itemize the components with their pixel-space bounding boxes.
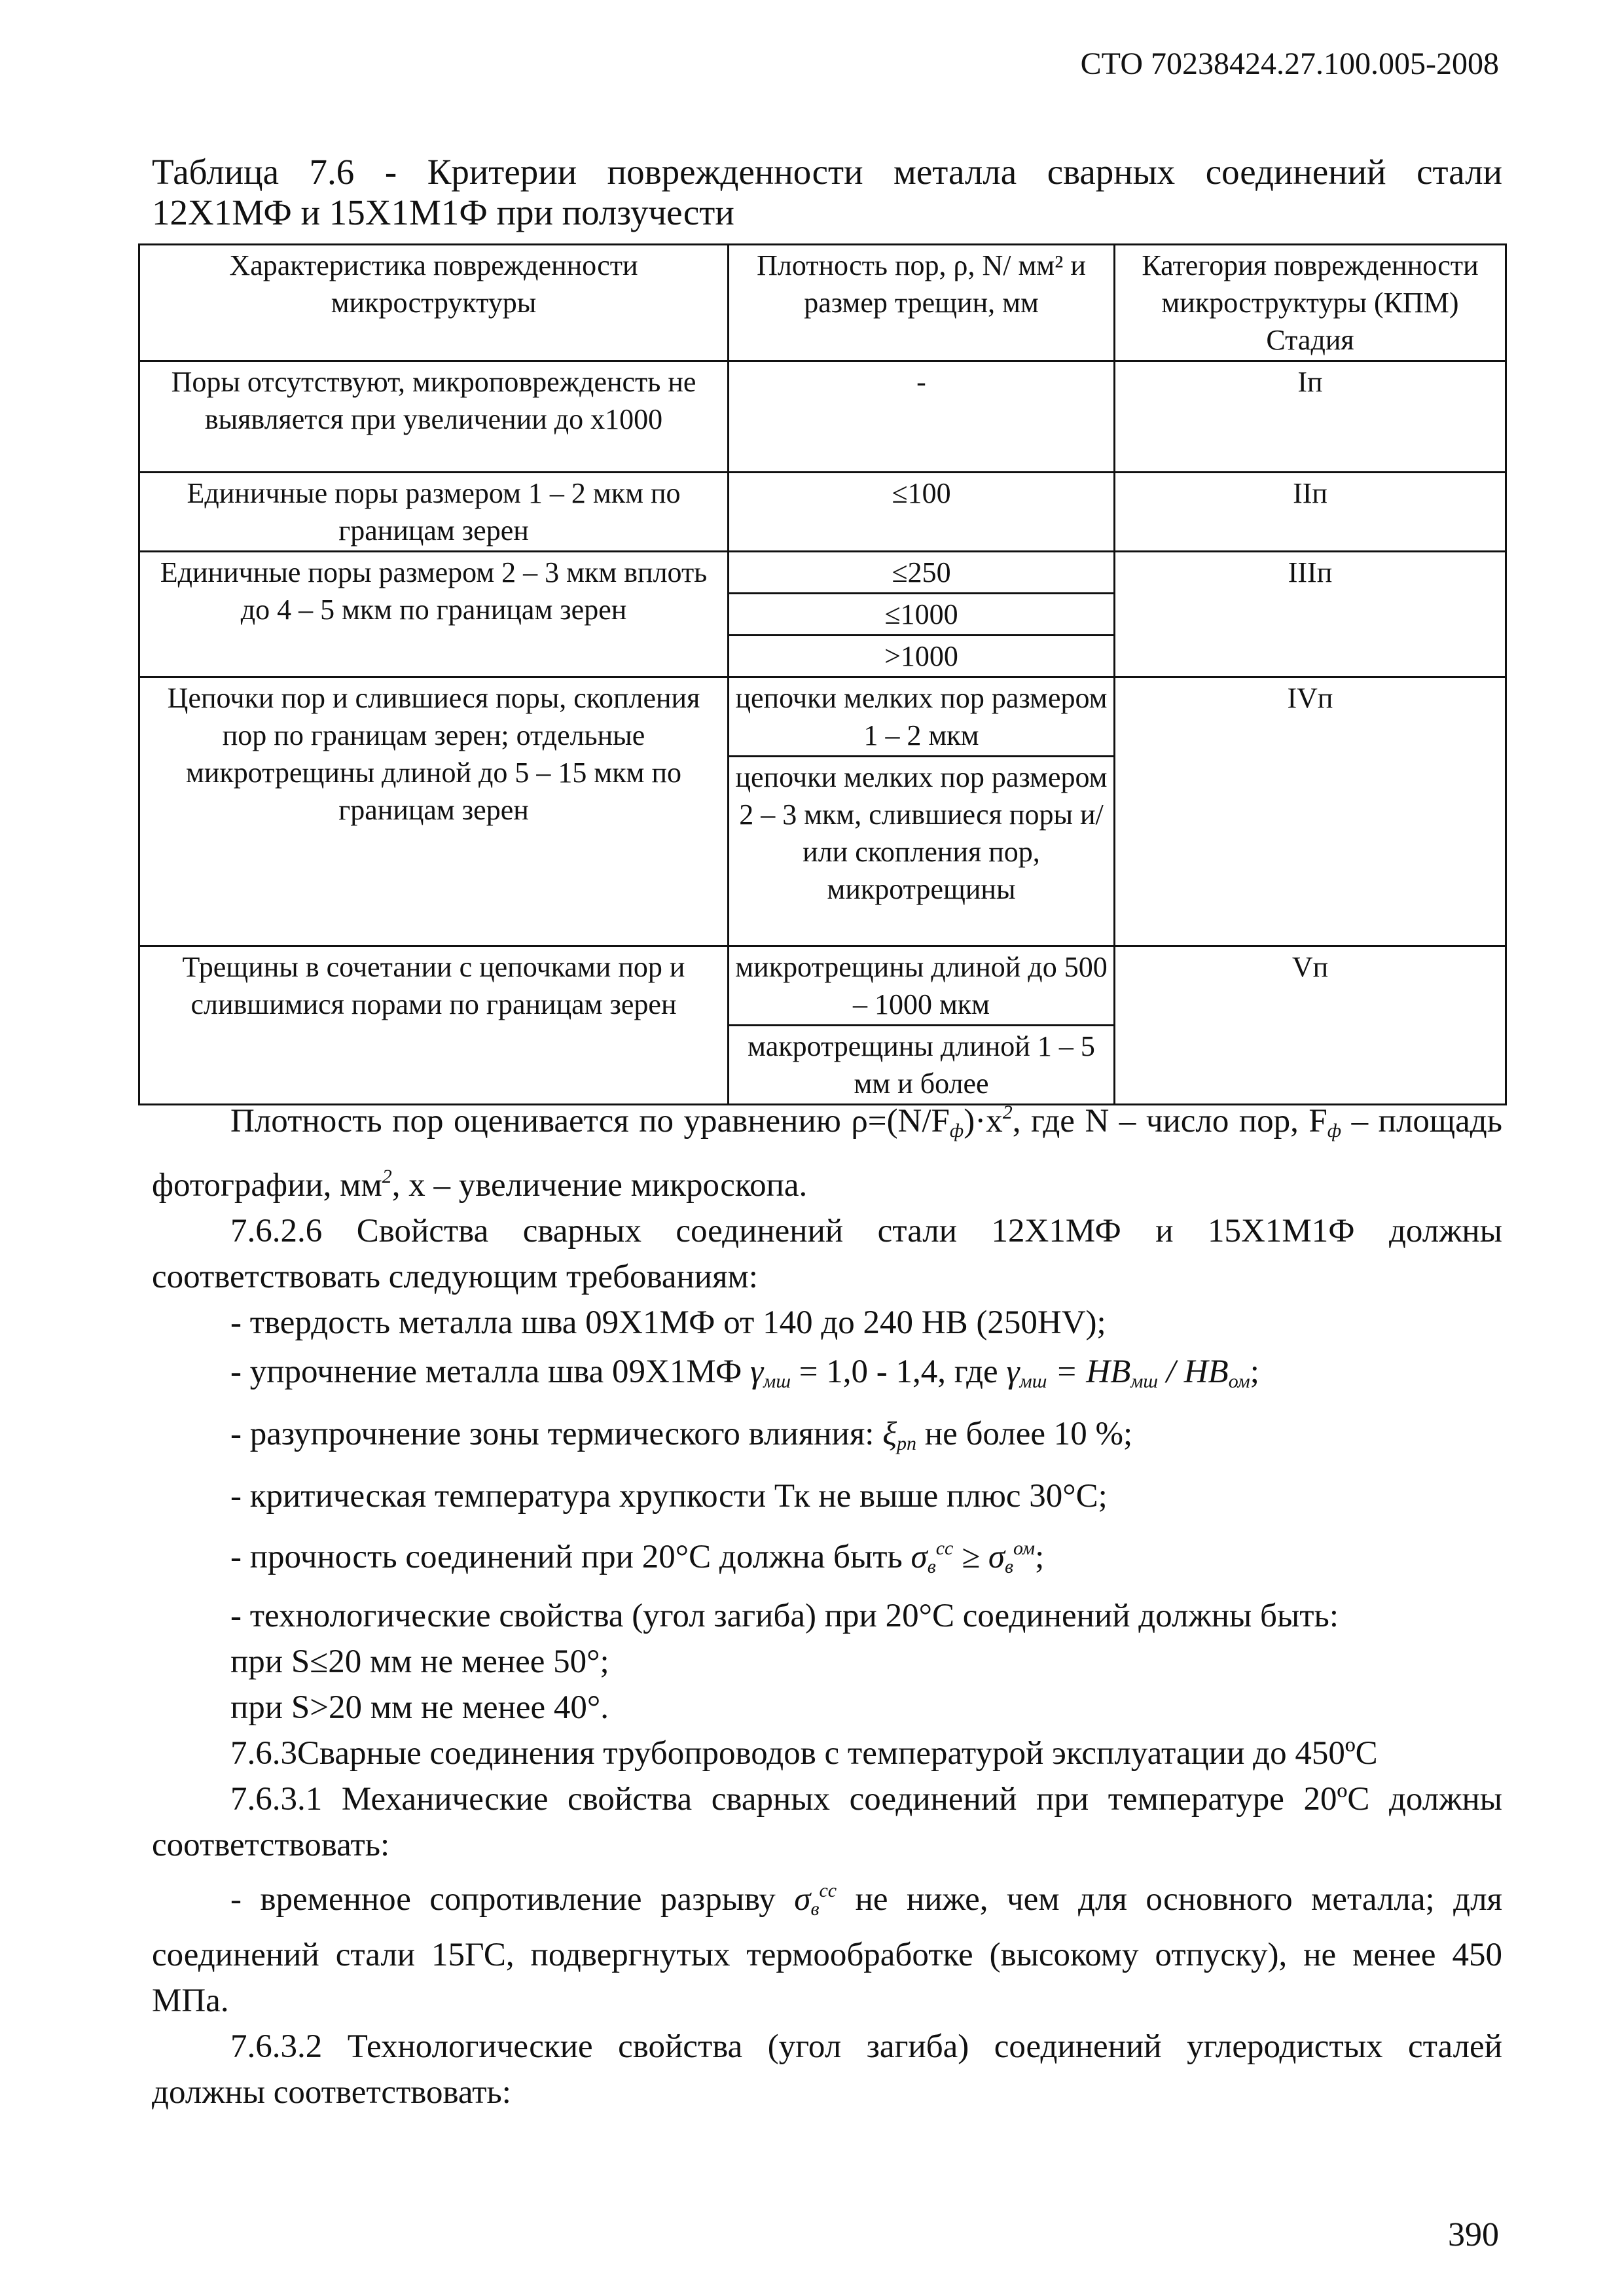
table-row xyxy=(139,473,1506,552)
bullet-bend-angle: - технологические свойства (угол загиба) при 20°С соединений должны быть: xyxy=(230,1598,1339,1634)
row-description: Поры отсутствуют, микроповрежденсть не выявляется при увеличении до х1000 xyxy=(139,361,729,473)
document-code: СТО 70238424.27.100.005-2008 xyxy=(1080,46,1499,81)
row-density: ≤250 xyxy=(729,552,1115,594)
row-category: IIIп xyxy=(1115,552,1506,677)
bullet-strength: - прочность соединений при 20°С должна быть $\sigma_в^{сс} \ge \sigma_в^{ом}$; xyxy=(230,1537,1045,1577)
row-description: Трещины в сочетании с цепочками пор и слившимися порами по границам зерен xyxy=(139,946,729,1105)
paragraph-7-6-3-2: 7.6.3.2 Технологические свойства (угол загиба) соединений углеродистых сталей должны соответствовать: xyxy=(152,2028,1502,2111)
body-text xyxy=(152,1090,1502,2115)
bullet-hardness: - твердость металла шва 09Х1МФ от 140 до 240 НВ (250HV); xyxy=(230,1304,1106,1341)
row-density: >1000 xyxy=(729,636,1115,677)
header-category: Категория поврежденности микроструктуры (КПМ) Стадия xyxy=(1115,245,1506,361)
bullet-tensile: - временное сопротивление разрыву $\sigma_в^{сс}$ не ниже, чем для основного металла; для соединений стали 15ГС, подвергнутых термообработке (высокому отпуску), не менее 450 МПа. xyxy=(152,1880,1502,2019)
row-density: - xyxy=(729,361,1115,473)
row-density: микротрещины длиной до 500 – 1000 мкм xyxy=(729,946,1115,1026)
paragraph-7-6-3-1: 7.6.3.1 Механические свойства сварных соединений при температуре 20ºС должны соответствовать: xyxy=(152,1781,1502,1863)
table-row xyxy=(139,361,1506,473)
bullet-hardening: - упрочнение металла шва 09Х1МФ $\gamma_{мш} = 1,0 - 1,4$, где $\gamma_{мш} = HB_{мш} / HB_{ом}$; xyxy=(230,1354,1259,1392)
paragraph-7-6-2-6: 7.6.2.6 Свойства сварных соединений стали 12Х1МФ и 15Х1М1Ф должны соответствовать следующим требованиям: xyxy=(152,1213,1502,1295)
row-category: Vп xyxy=(1115,946,1506,1105)
row-description: Цепочки пор и слившиеся поры, скопления пор по границам зерен; отдельные микротрещины длиной до 5 – 15 мкм по границам зерен xyxy=(139,677,729,946)
row-category: IIп xyxy=(1115,473,1506,552)
header-density: Плотность пор, ρ, N/ мм² и размер трещин, мм xyxy=(729,245,1115,361)
table-row xyxy=(139,946,1506,1026)
row-density: цепочки мелких пор размером 1 – 2 мкм xyxy=(729,677,1115,757)
row-category: Iп xyxy=(1115,361,1506,473)
table-row xyxy=(139,552,1506,594)
row-density: ≤100 xyxy=(729,473,1115,552)
row-density: макротрещины длиной 1 – 5 мм и более xyxy=(729,1026,1115,1105)
table-caption-line-2: 12Х1МФ и 15Х1М1Ф при ползучести xyxy=(152,192,734,232)
row-density: цепочки мелких пор размером 2 – 3 мкм, слившиеся поры и/или скопления пор, микротрещины xyxy=(729,757,1115,946)
table-caption xyxy=(152,152,1502,233)
table-row xyxy=(139,677,1506,757)
bend-thin: при S≤20 мм не менее 50°; xyxy=(230,1643,609,1680)
criteria-table xyxy=(138,243,1507,1105)
table-header-row xyxy=(139,245,1506,361)
bend-thick: при S>20 мм не менее 40°. xyxy=(230,1689,609,1726)
row-density: ≤1000 xyxy=(729,594,1115,636)
bullet-softening: - разупрочнение зоны термического влияния: $\xi_{рп}$ не более 10 %; xyxy=(230,1416,1133,1454)
page-number: 390 xyxy=(1448,2216,1499,2253)
table-caption-line-1: Таблица 7.6 - Критерии поврежденности металла сварных соединений стали xyxy=(152,152,1502,192)
paragraph-pore-density: Плотность пор оценивается по уравнению $\rho=(N/F_ф)\cdot x^2$, где N – число пор, $F_ф$ – площадь фотографии, $мм^2$, x – увеличение микроскопа. xyxy=(152,1102,1503,1204)
row-description: Единичные поры размером 2 – 3 мкм вплоть до 4 – 5 мкм по границам зерен xyxy=(139,552,729,677)
row-description: Единичные поры размером 1 – 2 мкм по границам зерен xyxy=(139,473,729,552)
paragraph-7-6-3: 7.6.3Сварные соединения трубопроводов с температурой эксплуатации до 450ºС xyxy=(230,1735,1378,1772)
row-category: IVп xyxy=(1115,677,1506,946)
header-characteristic: Характеристика поврежденности микроструктуры xyxy=(139,245,729,361)
bullet-brittleness: - критическая температура хрупкости Тк не выше плюс 30°С; xyxy=(230,1478,1108,1515)
